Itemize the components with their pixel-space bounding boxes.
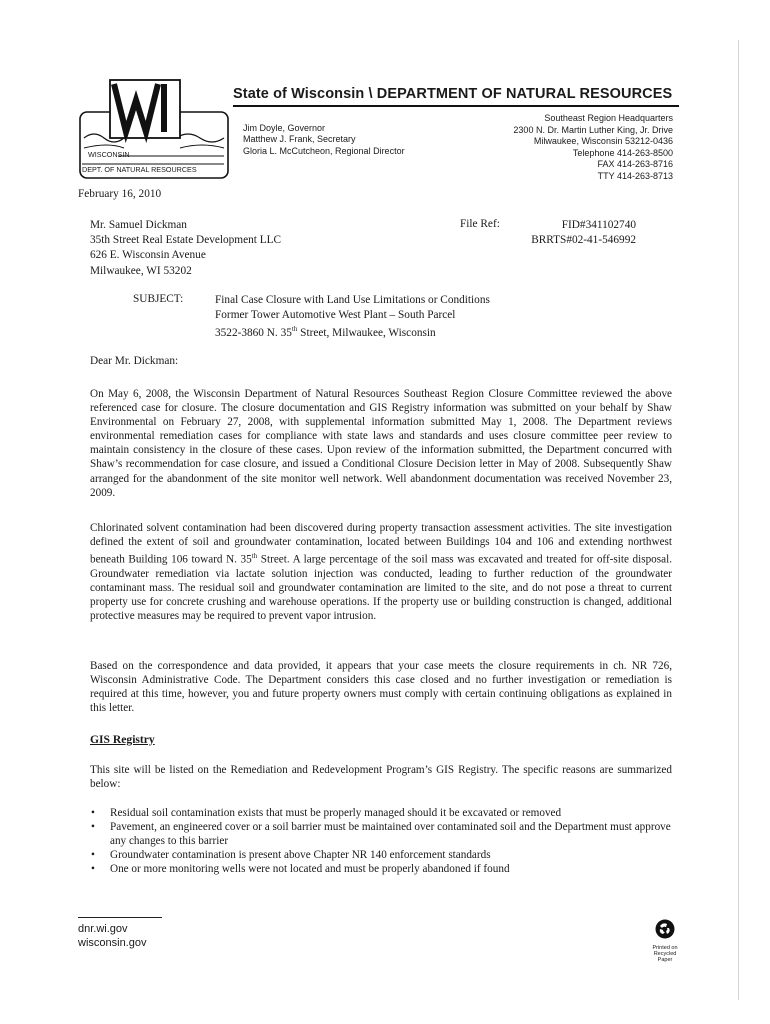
official-director: Gloria L. McCutcheon, Regional Director bbox=[243, 145, 405, 156]
paragraph-contamination-part2: Street. A large percentage of the soil mass was excavated and treated for off-site disposal. Groundwater remediation via lactate solution injection was conducted, leading to further reduction of the groundwater contaminant mass. The residual soil and groundwater contamination are limited to the site, and do not pose a threat to current property use for concrete crushing and warehouse operations. If the property use or building construction is changed, additional protective measures may be required to prevent vapor intrusion. bbox=[90, 553, 672, 623]
official-governor: Jim Doyle, Governor bbox=[243, 123, 326, 133]
scan-margin-line bbox=[738, 40, 739, 1000]
region-fax: FAX 414-263-8716 bbox=[597, 159, 673, 170]
list-item: • Groundwater contamination is present above Chapter NR 140 enforcement standards bbox=[90, 848, 672, 862]
footer-link-dnr[interactable]: dnr.wi.gov bbox=[78, 923, 128, 935]
recycled-line-3: Paper bbox=[657, 957, 673, 963]
title-rule bbox=[233, 105, 679, 107]
subject-line-3 bbox=[215, 322, 490, 340]
file-ref-label: File Ref: bbox=[460, 218, 500, 230]
subject-label: SUBJECT: bbox=[133, 293, 184, 305]
subject-block bbox=[215, 293, 490, 341]
recipient-street: 626 E. Wisconsin Avenue bbox=[90, 249, 206, 262]
region-city: Milwaukee, Wisconsin 53212-0436 bbox=[533, 136, 673, 147]
region-tty: TTY 414-263-8713 bbox=[597, 170, 673, 181]
footer-link-wisconsin[interactable]: wisconsin.gov bbox=[78, 937, 147, 949]
recycle-icon bbox=[654, 918, 676, 940]
recipient-city: Milwaukee, WI 53202 bbox=[90, 264, 192, 277]
official-secretary: Matthew J. Frank, Secretary bbox=[243, 134, 356, 145]
recycled-paper-mark bbox=[648, 918, 682, 963]
paragraph-closure-review: On May 6, 2008, the Wisconsin Department of Natural Resources Southeast Region Closure Committee reviewed the above referenced case for closure. The closure documentation and GIS Registry information was submitted on your behalf by Shaw Environmental on February 27, 2008, with supplemental information submitted May 1, 2008. The Department reviews environmental remediation cases for compliance with state laws and standards and uses closure committee peer review to maintain consistency in the closure of these cases. Upon review of the information submitted, the Department concurred with Shaw’s recommendation for case closure, and issued a Conditional Closure Decision letter in May of 2008. Subsequently Shaw arranged for the abandonment of the site monitor well network. Well abandonment documentation was received November 23, 2009. bbox=[90, 388, 672, 499]
region-address-block bbox=[513, 113, 673, 183]
gis-registry-heading: GIS Registry bbox=[90, 733, 155, 746]
logo-line-dept: DEPT. OF NATURAL RESOURCES bbox=[82, 165, 197, 174]
recycled-line-1: Printed on bbox=[652, 945, 678, 951]
subject-line-1: Final Case Closure with Land Use Limitations or Conditions bbox=[215, 294, 490, 306]
recipient-name: Mr. Samuel Dickman bbox=[90, 219, 187, 231]
subject-line-3-city: Street, Milwaukee, Wisconsin bbox=[297, 327, 436, 340]
region-name: Southeast Region Headquarters bbox=[544, 113, 673, 123]
region-street: 2300 N. Dr. Martin Luther King, Jr. Drive bbox=[513, 124, 673, 135]
file-ref-fid: FID#341102740 bbox=[561, 219, 636, 231]
paragraph-closure-requirements: Based on the correspondence and data provided, it appears that your case meets the closure requirements in ch. NR 726, Wisconsin Administrative Code. The Department considers this case closed and no further investigation or remediation is required at this time, however, you and future property owners must comply with certain continuing obligations as explained in this letter. bbox=[90, 660, 672, 715]
paragraph-contamination-sup: th bbox=[251, 552, 258, 561]
list-item: • Residual soil contamination exists that must be properly managed should it be excavated or removed bbox=[90, 806, 672, 820]
gis-reasons-list bbox=[90, 806, 672, 876]
subject-line-3-sup: th bbox=[291, 325, 298, 334]
salutation: Dear Mr. Dickman: bbox=[90, 355, 179, 367]
recycled-line-2: Recycled bbox=[653, 951, 677, 957]
recipient-address bbox=[90, 218, 281, 279]
subject-line-3-address: 3522-3860 N. 35 bbox=[215, 327, 292, 340]
paragraph-contamination-part1: Chlorinated solvent contamination had been discovered during property transaction assessment activities. The site investigation defined the extent of soil and groundwater contamination, located between Buildings 104 and 106 and extending northwest beneath Building 106 toward N. 35 bbox=[90, 522, 672, 566]
subject-line-2: Former Tower Automotive West Plant – South Parcel bbox=[215, 308, 456, 321]
officials-block bbox=[243, 123, 405, 157]
department-title: State of Wisconsin \ DEPARTMENT OF NATURAL RESOURCES bbox=[233, 86, 673, 102]
dnr-logo bbox=[78, 78, 230, 182]
logo-line-wisconsin: WISCONSIN bbox=[88, 150, 130, 159]
file-ref-brrts: BRRTS#02-41-546992 bbox=[531, 234, 636, 247]
list-item: • Pavement, an engineered cover or a soil barrier must be maintained over contaminated soil and the Department must approve any changes to this barrier bbox=[90, 820, 672, 848]
list-item: • One or more monitoring wells were not located and must be properly abandoned if found bbox=[90, 862, 672, 876]
file-ref-values bbox=[528, 218, 636, 248]
region-telephone: Telephone 414-263-8500 bbox=[572, 147, 673, 158]
recipient-company: 35th Street Real Estate Development LLC bbox=[90, 234, 282, 247]
paragraph-contamination bbox=[90, 521, 672, 623]
paragraph-gis-registry: This site will be listed on the Remediation and Redevelopment Program’s GIS Registry. The specific reasons are summarized below: bbox=[90, 764, 672, 791]
letter-date: February 16, 2010 bbox=[78, 188, 162, 200]
footer-links bbox=[78, 922, 146, 950]
footer-rule bbox=[78, 917, 162, 918]
